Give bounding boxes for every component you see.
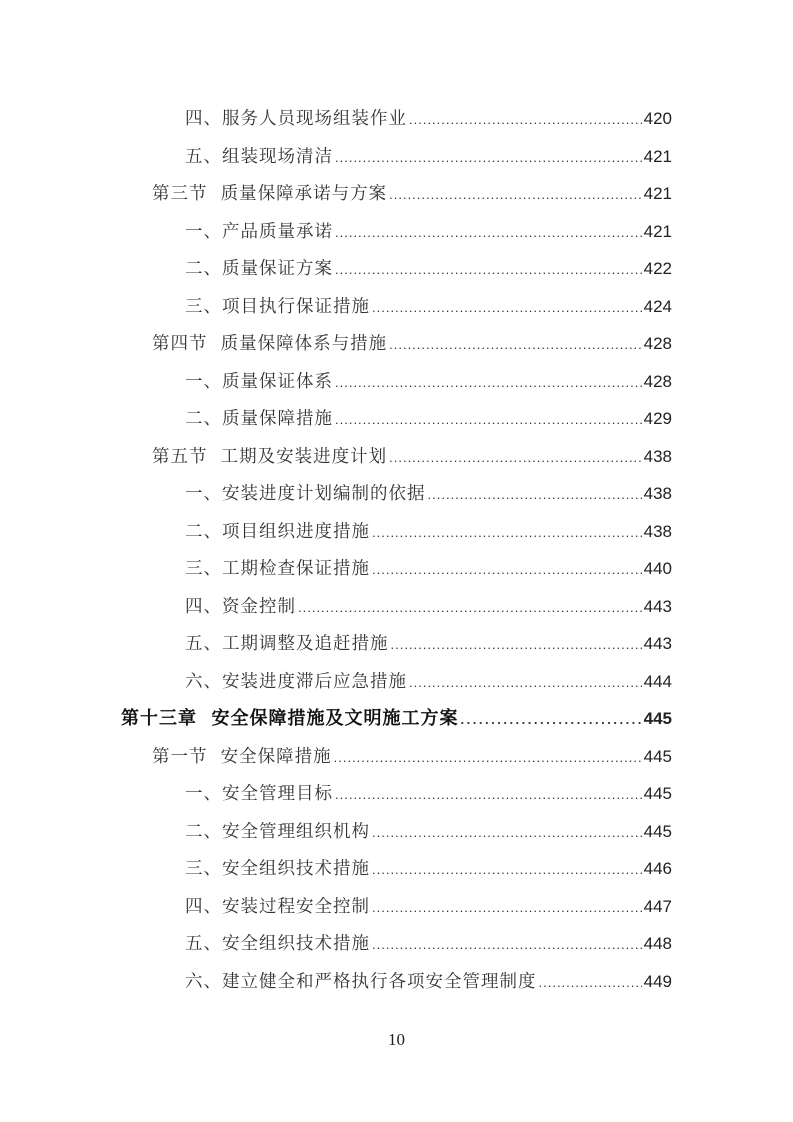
toc-entry-label: 二、质量保证方案 bbox=[185, 259, 333, 279]
toc-entry-page: 445 bbox=[643, 784, 672, 803]
toc-entry[interactable] bbox=[185, 779, 672, 809]
toc-entry-page: 449 bbox=[643, 971, 672, 991]
toc-entry[interactable] bbox=[185, 929, 672, 959]
toc-entry-page: 438 bbox=[643, 521, 672, 541]
toc-entry[interactable] bbox=[185, 404, 672, 434]
dot-leader bbox=[389, 180, 642, 210]
dot-leader bbox=[298, 593, 642, 623]
toc-entry-section[interactable] bbox=[152, 442, 672, 472]
toc-entry-page: 421 bbox=[643, 146, 672, 166]
toc-entry[interactable] bbox=[185, 667, 672, 697]
toc-entry-page: 445 bbox=[643, 746, 672, 766]
toc-entry-page: 424 bbox=[643, 296, 672, 316]
toc-entry-chapter[interactable] bbox=[121, 704, 672, 734]
toc-entry[interactable] bbox=[185, 629, 672, 659]
toc-entry[interactable] bbox=[185, 217, 672, 247]
toc-entry-label: 五、安全组织技术措施 bbox=[185, 934, 370, 954]
toc-entry-page: 438 bbox=[643, 484, 672, 503]
toc-entry-page: 438 bbox=[643, 446, 672, 466]
toc-entry[interactable] bbox=[185, 254, 672, 284]
toc-entry-label: 第四节 质量保障体系与措施 bbox=[152, 334, 388, 354]
toc-entry-page: 440 bbox=[643, 559, 672, 578]
toc-entry[interactable] bbox=[185, 367, 672, 397]
toc-entry-page: 444 bbox=[643, 671, 672, 691]
toc-entry-label: 一、安装进度计划编制的依据 bbox=[185, 484, 426, 504]
toc-entry-page: 448 bbox=[643, 934, 672, 953]
dot-leader bbox=[335, 218, 642, 248]
dot-leader bbox=[335, 780, 642, 810]
toc-entry-page: 428 bbox=[643, 334, 672, 353]
toc-entry-page: 445 bbox=[643, 709, 672, 728]
dot-leader bbox=[409, 105, 642, 135]
dot-leader bbox=[372, 930, 642, 960]
toc-entry-page: 445 bbox=[643, 821, 672, 841]
dot-leader bbox=[389, 330, 642, 360]
toc-entry-label: 三、项目执行保证措施 bbox=[185, 296, 370, 317]
toc-entry-label: 第五节 工期及安装进度计划 bbox=[152, 446, 388, 467]
toc-entry-page: 446 bbox=[643, 859, 672, 878]
toc-entry-label: 第一节 安全保障措施 bbox=[152, 746, 332, 767]
dot-leader bbox=[391, 630, 642, 660]
toc-entry-label: 二、质量保障措施 bbox=[185, 409, 333, 429]
toc-entry[interactable] bbox=[185, 854, 672, 884]
dot-leader bbox=[372, 555, 642, 585]
dot-leader bbox=[539, 968, 642, 998]
toc-entry[interactable] bbox=[185, 967, 672, 997]
page-number: 10 bbox=[388, 1030, 405, 1049]
toc-entry[interactable] bbox=[185, 817, 672, 847]
toc-entry-label: 六、安装进度滞后应急措施 bbox=[185, 671, 407, 692]
toc-entry-page: 428 bbox=[643, 371, 672, 391]
toc-entry-page: 447 bbox=[643, 896, 672, 916]
dot-leader bbox=[335, 143, 642, 173]
toc-entry-label: 二、项目组织进度措施 bbox=[185, 521, 370, 542]
dot-leader bbox=[461, 705, 642, 735]
toc-entry-page: 421 bbox=[643, 184, 672, 203]
toc-entry-label: 一、产品质量承诺 bbox=[185, 221, 333, 242]
toc-entry-label: 三、工期检查保证措施 bbox=[185, 559, 370, 579]
toc-entry-label: 二、安全管理组织机构 bbox=[185, 821, 370, 842]
toc-entry[interactable] bbox=[185, 592, 672, 622]
toc-entry-label: 六、建立健全和严格执行各项安全管理制度 bbox=[185, 971, 537, 992]
toc-entry-page: 443 bbox=[643, 634, 672, 653]
toc-entry-label: 四、安装过程安全控制 bbox=[185, 896, 370, 917]
toc-entry-section[interactable] bbox=[152, 329, 672, 359]
toc-entry[interactable] bbox=[185, 292, 672, 322]
toc-entry-label: 第十三章 安全保障措施及文明施工方案 bbox=[121, 708, 459, 729]
toc-entry-label: 三、安全组织技术措施 bbox=[185, 859, 370, 879]
toc-entry-section[interactable] bbox=[152, 179, 672, 209]
toc-entry[interactable] bbox=[185, 104, 672, 134]
toc-entry[interactable] bbox=[185, 517, 672, 547]
toc-entry-label: 五、工期调整及追赶措施 bbox=[185, 634, 389, 654]
toc-entry-label: 一、安全管理目标 bbox=[185, 784, 333, 804]
dot-leader bbox=[389, 443, 642, 473]
dot-leader bbox=[372, 855, 642, 885]
toc-entry-section[interactable] bbox=[152, 742, 672, 772]
dot-leader bbox=[335, 405, 642, 435]
dot-leader bbox=[335, 255, 642, 285]
dot-leader bbox=[409, 668, 642, 698]
toc-entry-label: 四、服务人员现场组装作业 bbox=[185, 109, 407, 129]
dot-leader bbox=[372, 893, 642, 923]
dot-leader bbox=[334, 743, 642, 773]
toc-entry-page: 422 bbox=[643, 259, 672, 278]
dot-leader bbox=[428, 480, 642, 510]
toc-entry[interactable] bbox=[185, 142, 672, 172]
dot-leader bbox=[335, 368, 642, 398]
dot-leader bbox=[372, 818, 642, 848]
toc-entry[interactable] bbox=[185, 479, 672, 509]
toc-entry-label: 一、质量保证体系 bbox=[185, 371, 333, 392]
dot-leader bbox=[372, 518, 642, 548]
toc-entry-page: 443 bbox=[643, 596, 672, 616]
toc-entry-label: 第三节 质量保障承诺与方案 bbox=[152, 184, 388, 204]
toc-entry-page: 429 bbox=[643, 409, 672, 428]
toc-entry-page: 420 bbox=[643, 109, 672, 128]
toc-entry[interactable] bbox=[185, 892, 672, 922]
toc-entry[interactable] bbox=[185, 554, 672, 584]
dot-leader bbox=[372, 293, 642, 323]
toc-entry-label: 五、组装现场清洁 bbox=[185, 146, 333, 167]
toc-entry-label: 四、资金控制 bbox=[185, 596, 296, 617]
toc-entry-page: 421 bbox=[643, 221, 672, 241]
